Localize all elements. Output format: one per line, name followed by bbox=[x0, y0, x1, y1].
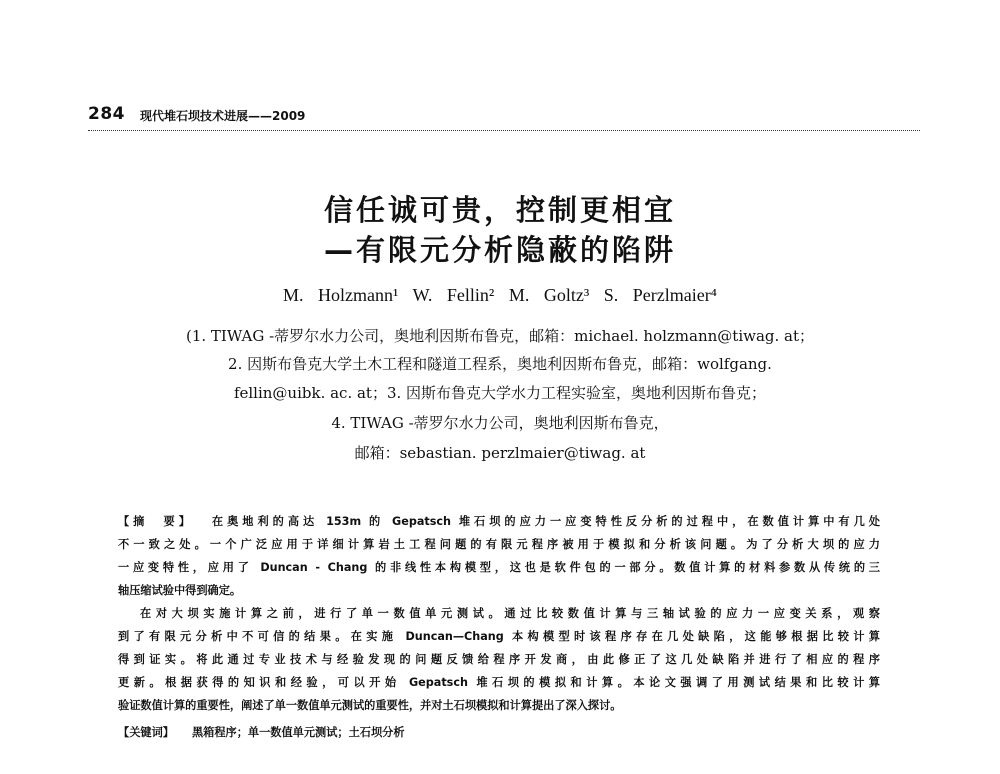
abstract bbox=[118, 510, 880, 602]
paragraph-line: 得到证实。将此通过专业技术与经验发现的问题反馈给程序开发商，由此修正了这几处缺陷并进行了相应的程序 bbox=[118, 653, 880, 666]
page-number: 284 bbox=[88, 104, 125, 124]
paragraph-line: 到了有限元分析中不可信的结果。在实施 Duncan—Chang 本构模型时该程序存在几处缺陷，这能够根据比较计算 bbox=[118, 630, 880, 643]
body-paragraph bbox=[118, 602, 880, 717]
affiliation-line: (1. TIWAG -蒂罗尔水力公司，奥地利因斯布鲁克，邮箱：michael. holzmann@tiwag. at； bbox=[185, 327, 815, 345]
abstract-line bbox=[118, 510, 880, 533]
affiliation-line: 邮箱：sebastian. perzlmaier@tiwag. at bbox=[354, 444, 646, 462]
keywords bbox=[118, 724, 405, 740]
keywords-text: 黑箱程序；单一数值单元测试；土石坝分析 bbox=[191, 726, 405, 739]
paragraph-line: 在对大坝实施计算之前，进行了单一数值单元测试。通过比较数值计算与三轴试验的应力一应变关系，观察 bbox=[140, 607, 880, 620]
running-header bbox=[88, 104, 920, 131]
abstract-text: 在奥地利的高达 153m 的 Gepatsch 堆石坝的应力一应变特性反分析的过程中，在数值计算中有几处 bbox=[211, 515, 880, 528]
affiliation-line: 4. TIWAG -蒂罗尔水力公司，奥地利因斯布鲁克， bbox=[331, 414, 669, 432]
title-line-1: 信任诚可贵，控制更相宜 bbox=[323, 193, 676, 227]
abstract-line: 轴压缩试验中得到确定。 bbox=[118, 584, 242, 597]
paragraph-line: 更新。根据获得的知识和经验，可以开始 Gepatsch 堆石坝的模拟和计算。本论文强调了用测试结果和比较计算 bbox=[118, 676, 880, 689]
keywords-label: 【关键词】 bbox=[118, 726, 174, 739]
affiliation-line: fellin@uibk. ac. at；3. 因斯布鲁克大学水力工程实验室，奥地利因斯布鲁克； bbox=[233, 384, 767, 402]
affiliation-line: 2. 因斯布鲁克大学土木工程和隧道工程系，奥地利因斯布鲁克，邮箱：wolfgang. bbox=[228, 355, 772, 373]
title-line-2: —有限元分析隐蔽的陷阱 bbox=[323, 233, 676, 267]
abstract-line: 不一致之处。一个广泛应用于详细计算岩土工程问题的有限元程序被用于模拟和分析该问题。为了分析大坝的应力 bbox=[118, 538, 880, 551]
authors: M. Holzmann¹ W. Fellin² M. Goltz³ S. Perzlmaier⁴ bbox=[283, 285, 717, 305]
abstract-label: 【摘 要】 bbox=[118, 515, 194, 528]
abstract-line: 一应变特性，应用了 Duncan - Chang 的非线性本构模型，这也是软件包的一部分。数值计算的材料参数从传统的三 bbox=[118, 561, 880, 574]
running-head: 现代堆石坝技术进展——2009 bbox=[140, 109, 306, 123]
paragraph-line: 验证数值计算的重要性，阐述了单一数值单元测试的重要性，并对土石坝模拟和计算提出了深入探讨。 bbox=[118, 699, 622, 712]
